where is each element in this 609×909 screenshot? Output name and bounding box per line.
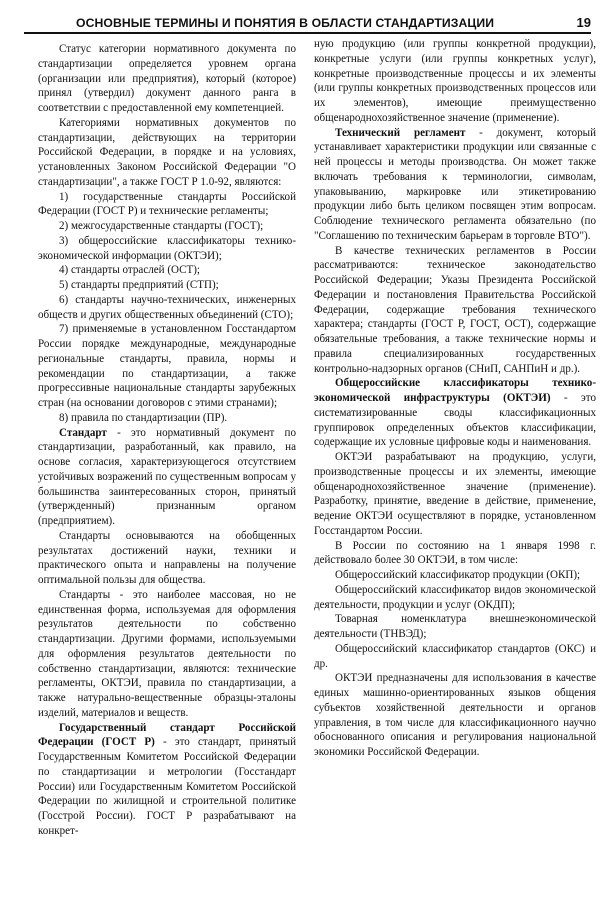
term-name: Государственный стандарт Российской Федерации (ГОСТ Р) <box>38 721 296 749</box>
text-paragraph: 8) правила по стандартизации (ПР). <box>59 411 228 424</box>
text-paragraph: Общероссийский классификатор стандартов (ОКС) и др. <box>314 642 596 670</box>
text-paragraph: ную продукцию (или группы конкретной продукции), конкретные услуги (или группы конкретных услуг), конкретные производственные процессы и их элементы (или группы конкретных производственных процессов или их элементов), имеющие преимущественно общенароднохозяйственное значение (применение). <box>314 38 596 124</box>
text-paragraph: Общероссийский классификатор видов экономической деятельности, продукции и услуг (ОКДП); <box>314 583 596 611</box>
term-definition: - документ, который устанавливает характеристики продукции или связанные с ней процессы и методы производства. Он может также включать требования к терминологии, символам, упаковыванию, маркировке или этикетированию продукции либо быть целиком посвящен этим вопросам. Соблюдение технического регламента обязательно (по "Соглашению по техническим барьерам в торговле ВТО"). <box>314 126 596 242</box>
text-paragraph: 2) межгосударственные стандарты (ГОСТ); <box>59 220 264 232</box>
left-column <box>38 37 296 903</box>
term-definition-paragraph <box>38 426 296 529</box>
text-paragraph: Стандарты основываются на обобщенных результатах достижений науки, техники и практического опыта и направлены на получение оптимальной пользы для общества. <box>38 529 296 586</box>
text-paragraph: В России по состоянию на 1 января 1998 г. действовало более 30 ОКТЭИ, в том числе: <box>314 539 596 567</box>
text-paragraph: 3) общероссийские классификаторы технико-экономической информации (ОКТЭИ); <box>38 234 296 262</box>
term-definition-paragraph <box>38 721 296 839</box>
term-name: Стандарт <box>59 426 107 439</box>
term-definition: - это стандарт, принятый Государственным Комитетом Российской Федерации по стандартизации и метрологии (Госстандарт России) или Государственным Комитетом Российской Федерации по жилищной и строительной политике (Госстрой России). ГОСТ Р разрабатывают на конкрет- <box>38 736 296 837</box>
term-definition: - это нормативный документ по стандартизации, разработанный, как правило, на основе согласия, характеризующегося отсутствием устойчивых возражений по существенным вопросам у большинства заинтересованных сторон, принятый (утвержденный) признанным органом (предприятием). <box>38 426 296 527</box>
text-paragraph: 4) стандарты отраслей (ОСТ); <box>59 264 200 277</box>
text-paragraph: 6) стандарты научно-технических, инженерных обществ и других общественных объединений (СТО); <box>38 293 296 321</box>
text-paragraph: Общероссийский классификатор продукции (ОКП); <box>335 569 581 581</box>
text-paragraph: Товарная номенклатура внешнеэкономической деятельности (ТНВЭД); <box>314 613 596 640</box>
text-paragraph: 1) государственные стандарты Российской Федерации (ГОСТ Р) и технические регламенты; <box>38 190 296 218</box>
term-name: Общероссийские классификаторы технико-экономической инфраструктуры (ОКТЭИ) <box>314 377 596 404</box>
text-paragraph: В качестве технических регламентов в России рассматриваются: техническое законодательство Российской Федерации; Указы Президента Российской Федерации и постановления Правительства Российской Федерации, содержащие требования технического характера; стандарты (ГОСТ Р, ГОСТ, ОСТ), содержащие обязательные требования, а также технические нормы и правила специализированных государственных контрольно-надзорных органов (СНиП, САНПиН и др.). <box>314 244 596 375</box>
text-paragraph: Стандарты - это наиболее массовая, но не единственная форма, используемая для оформления результатов деятельности по собственно стандартизации. Другими формами, используемыми для оформления результатов деятельности по собственно стандартизации, являются: технические регламенты, ОКТЭИ, правила по стандартизации, а также натурально-вещественные образцы-эталоны изделий, материалов и веществ. <box>38 588 296 719</box>
text-paragraph: Категориями нормативных документов по стандартизации, действующих на территории Российской Федерации, в порядке и на условиях, установленных Законом Российской Федерации "О стандартизации", а также ГОСТ Р 1.0-92, являются: <box>38 116 296 188</box>
term-definition-paragraph <box>314 376 596 450</box>
page-number: 19 <box>576 15 591 30</box>
running-header <box>24 6 591 34</box>
text-paragraph: ОКТЭИ предназначены для использования в качестве единых машинно-ориентированных языков общения субъектов хозяйственной деятельности и органов управления, в том числе для классификационного научно обоснованного описания и регулирования национальной экономики Российской Федерации. <box>314 672 596 758</box>
text-paragraph: Статус категории нормативного документа по стандартизации определяется уровнем органа (организации или предприятия), который (которое) принял (утвердил) документ данного ранга в соответствии с предоставленной ему компетенцией. <box>38 43 296 114</box>
running-title: ОСНОВНЫЕ ТЕРМИНЫ И ПОНЯТИЯ В ОБЛАСТИ СТАНДАРТИЗАЦИИ <box>76 16 495 30</box>
text-paragraph: 7) применяемые в установленном Госстандартом России порядке международные, международные региональные стандарты, правила, нормы и рекомендации по стандартизации, а также прогрессивные национальные стандарты зарубежных стран (на основании договоров с этими странами); <box>38 323 296 409</box>
right-column <box>314 37 596 903</box>
text-paragraph: 5) стандарты предприятий (СТП); <box>59 279 219 291</box>
text-paragraph: ОКТЭИ разрабатывают на продукцию, услуги, производственные процессы и их элементы, имеющие общенароднохозяйственное значение (применение). Разработку, принятие, введение в действие, применение, ведение ОКТЭИ осуществляют в порядке, установленном Госстандартом России. <box>314 451 596 537</box>
term-definition-paragraph <box>314 126 596 244</box>
term-definition: - это систематизированные своды классификационных группировок определенных объектов классификации, содержащие их условные цифровые коды и наименования. <box>314 392 596 449</box>
term-name: Технический регламент <box>335 126 466 139</box>
